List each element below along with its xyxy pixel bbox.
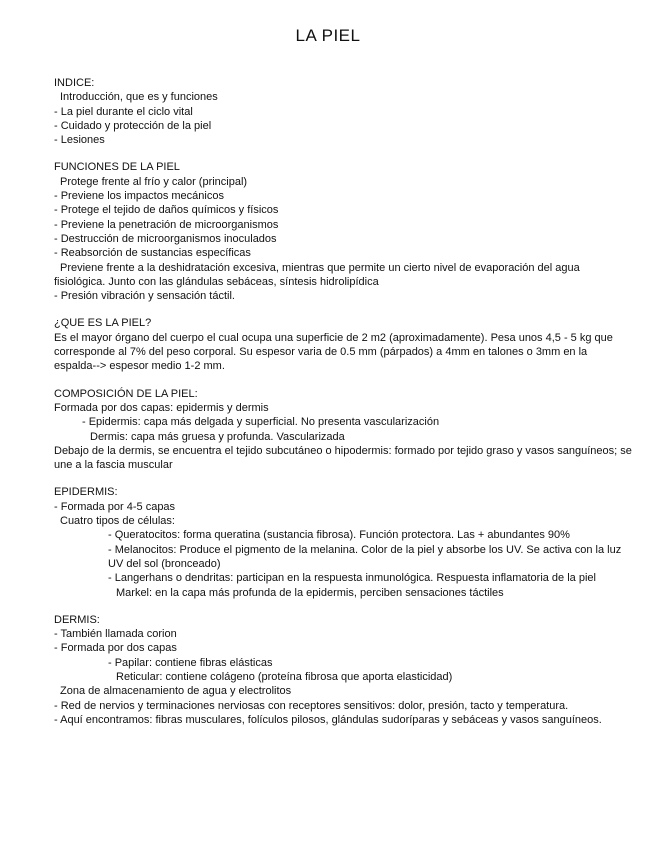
page-title: LA PIEL [295, 26, 361, 45]
list-item: Previene frente a la deshidratación excesiva, mientras que permite un cierto nivel de evaporación del agua fisiológica. Junto con las glándulas sebáceas, síntesis hidrolipídica [54, 261, 580, 288]
list-item: - Red de nervios y terminaciones nerviosas con receptores sensitivos: dolor, presión, tacto y temperatura. [54, 699, 569, 712]
list-item: Protege frente al frío y calor (principal) [60, 175, 248, 188]
section-heading: EPIDERMIS: [54, 486, 118, 499]
list-item: Reticular: contiene colágeno (proteína fibrosa que aporta elasticidad) [116, 670, 453, 683]
list-item: - Presión vibración y sensación táctil. [54, 290, 235, 303]
paragraph: Es el mayor órgano del cuerpo el cual ocupa una superficie de 2 m2 (aproximadamente). Pesa unos 4,5 - 5 kg que corresponde al 7% del peso corporal. Su espesor varia de 0.5 mm (párpados) a 4mm en talones o 3mm en la espalda--> espesor medio 1-2 mm. [54, 331, 613, 373]
section-epidermis [54, 485, 632, 599]
list-item: - Destrucción de microorganismos inoculados [54, 232, 277, 245]
index-item: Introducción, que es y funciones [60, 91, 218, 104]
section-heading: DERMIS: [54, 613, 100, 626]
section-heading: INDICE: [54, 77, 95, 89]
list-item: - Reabsorción de sustancias específicas [54, 247, 251, 260]
list-item: - Langerhans o dendritas: participan en la respuesta inmunológica. Respuesta inflamatoria de la piel [108, 572, 596, 585]
list-item: - Melanocitos: Produce el pigmento de la melanina. Color de la piel y absorbe los UV. Se activa con la luz UV del sol (bronceado) [108, 543, 622, 570]
section-funciones [54, 160, 632, 303]
list-item: - Previene la penetración de microorganismos [54, 218, 279, 231]
section-que-es [54, 316, 632, 373]
list-item: - Previene los impactos mecánicos [54, 190, 224, 203]
list-item: Markel: en la capa más profunda de la epidermis, perciben sensaciones táctiles [116, 586, 504, 599]
list-item: Dermis: capa más gruesa y profunda. Vascularizada [90, 430, 345, 443]
document-body [54, 76, 632, 740]
list-item: - Epidermis: capa más delgada y superficial. No presenta vascularización [82, 416, 440, 429]
section-heading: ¿QUE ES LA PIEL? [54, 317, 152, 330]
section-heading: COMPOSICIÓN DE LA PIEL: [54, 387, 198, 400]
section-indice [54, 76, 632, 147]
index-item: - Cuidado y protección de la piel [54, 119, 212, 132]
paragraph: Formada por dos capas: epidermis y dermis [54, 401, 269, 414]
list-item: - Queratocitos: forma queratina (sustancia fibrosa). Función protectora. Las + abundantes 90% [108, 529, 570, 542]
list-item: Cuatro tipos de células: [60, 515, 175, 528]
section-composicion [54, 387, 632, 473]
section-heading: FUNCIONES DE LA PIEL [54, 161, 180, 174]
index-item: - La piel durante el ciclo vital [54, 105, 193, 118]
paragraph: Debajo de la dermis, se encuentra el tejido subcutáneo o hipodermis: formado por tejido graso y vasos sanguíneos; se une a la fascia muscular [54, 444, 632, 472]
list-item: - También llamada corion [54, 628, 177, 641]
list-item: - Aquí encontramos: fibras musculares, folículos pilosos, glándulas sudoríparas y sebáceas y vasos sanguíneos. [54, 713, 602, 726]
list-item: - Formada por 4-5 capas [54, 500, 176, 513]
list-item: Zona de almacenamiento de agua y electrolitos [60, 685, 292, 698]
section-dermis [54, 613, 632, 727]
list-item: - Papilar: contiene fibras elásticas [108, 656, 273, 669]
list-item: - Formada por dos capas [54, 642, 177, 655]
list-item: - Protege el tejido de daños químicos y físicos [54, 204, 279, 217]
index-item: - Lesiones [54, 134, 105, 147]
